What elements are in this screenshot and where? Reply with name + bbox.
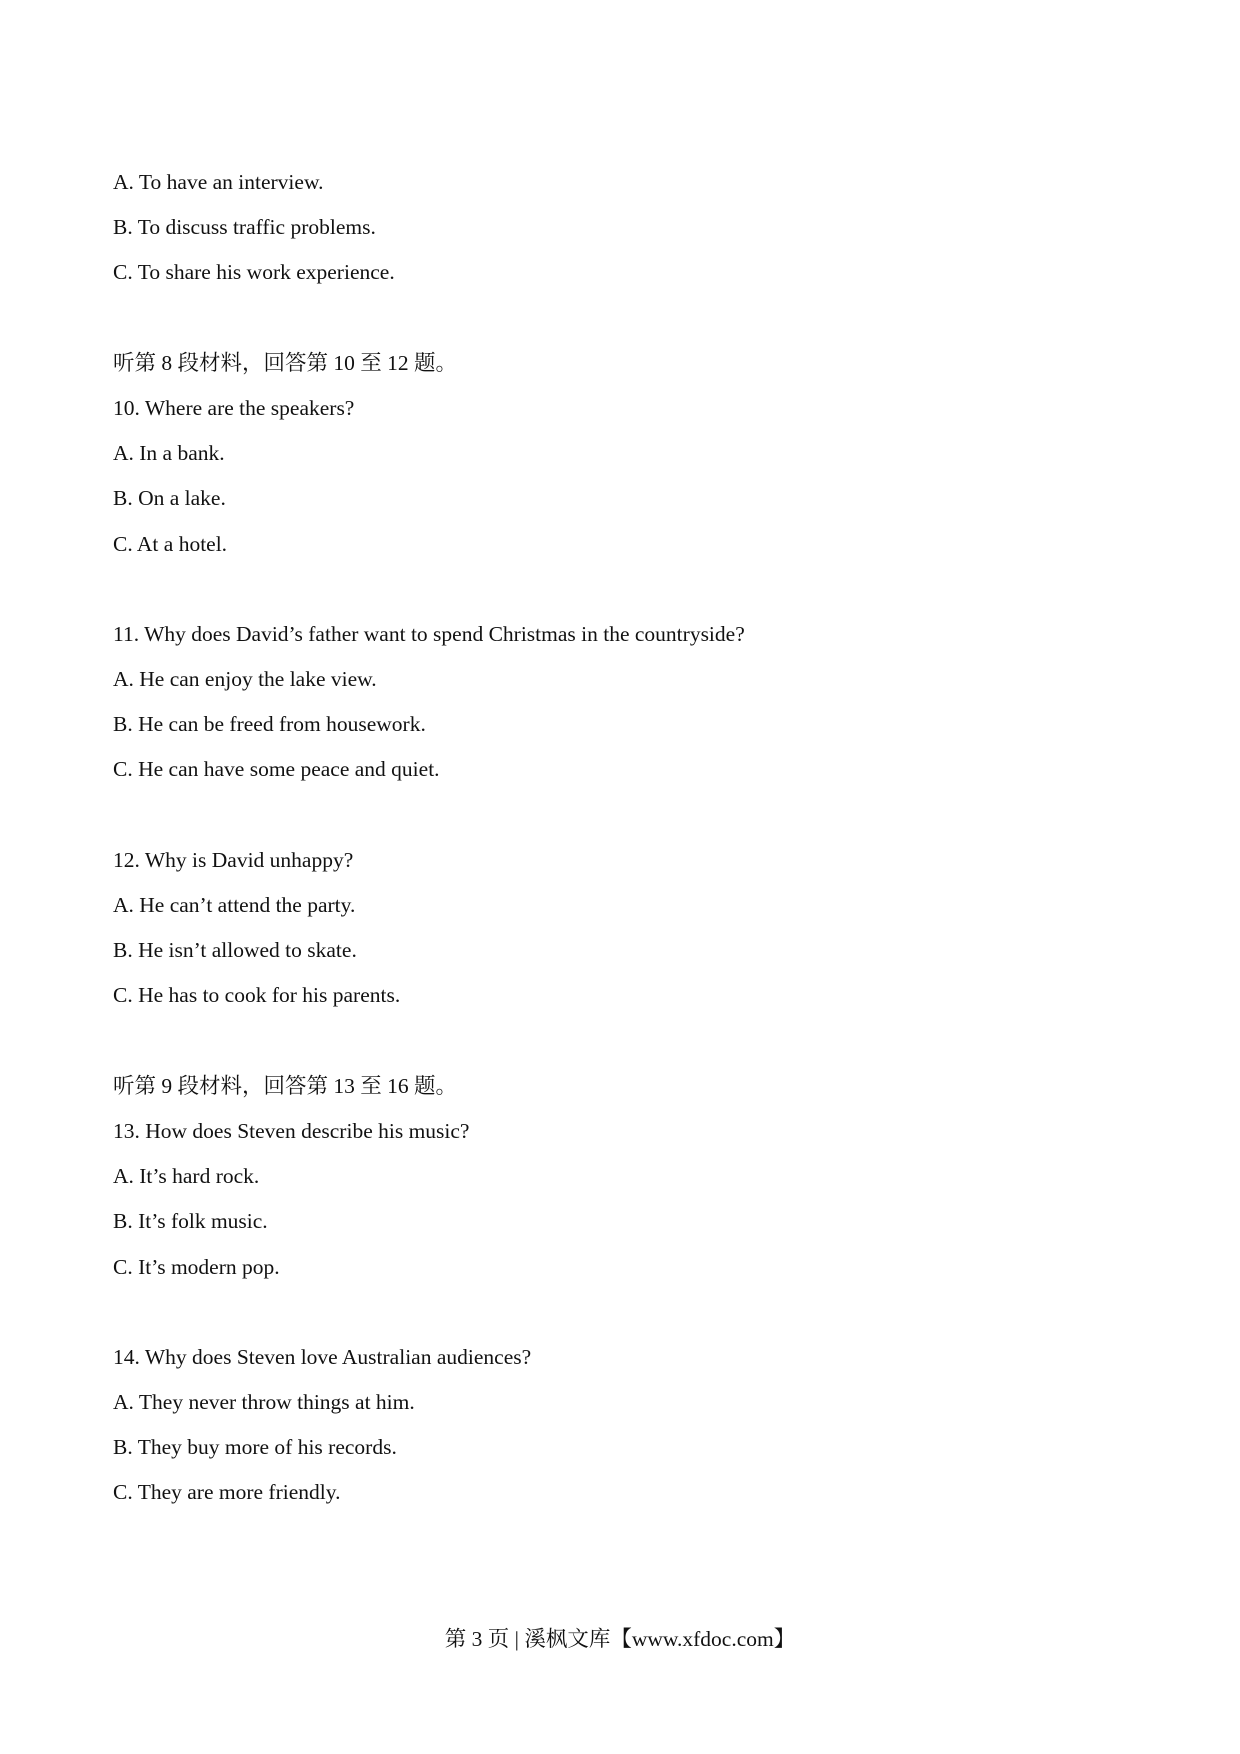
- option-c: C. To share his work experience.: [113, 260, 395, 285]
- option-a: A. He can enjoy the lake view.: [113, 667, 377, 692]
- question-text: 14. Why does Steven love Australian audiences?: [113, 1344, 532, 1369]
- page-content: [113, 160, 1133, 1516]
- question-block: [113, 341, 1133, 567]
- option-b: B. On a lake.: [113, 486, 226, 511]
- block-spacer: [113, 1019, 1133, 1064]
- question-text: 13. How does Steven describe his music?: [113, 1118, 470, 1143]
- option-a: A. To have an interview.: [113, 170, 324, 194]
- option-c: C. They are more friendly.: [113, 1480, 341, 1505]
- option-a: A. It’s hard rock.: [113, 1164, 260, 1189]
- option-c: C. At a hotel.: [113, 531, 228, 556]
- section-instruction: 听第 8 段材料，回答第 10 至 12 题。: [113, 350, 458, 375]
- option-a: A. They never throw things at him.: [113, 1390, 415, 1415]
- option-b: B. He isn’t allowed to skate.: [113, 938, 357, 963]
- question-block: [113, 1064, 1133, 1290]
- question-text: 11. Why does David’s father want to spend Christmas in the countryside?: [113, 621, 745, 646]
- question-block: [113, 612, 1133, 793]
- question-text: 12. Why is David unhappy?: [113, 847, 354, 872]
- question-block: [113, 160, 1133, 296]
- option-b: B. To discuss traffic problems.: [113, 215, 376, 240]
- block-spacer: [113, 296, 1133, 341]
- question-text: 10. Where are the speakers?: [113, 395, 355, 420]
- option-a: A. He can’t attend the party.: [113, 893, 356, 917]
- section-instruction: 听第 9 段材料，回答第 13 至 16 题。: [113, 1073, 458, 1098]
- block-spacer: [113, 1290, 1133, 1335]
- option-b: B. It’s folk music.: [113, 1209, 268, 1234]
- option-c: C. It’s modern pop.: [113, 1254, 280, 1279]
- block-spacer: [113, 567, 1133, 612]
- question-block: [113, 838, 1133, 1019]
- block-spacer: [113, 793, 1133, 838]
- question-block: [113, 1335, 1133, 1516]
- option-b: B. They buy more of his records.: [113, 1435, 397, 1460]
- option-c: C. He has to cook for his parents.: [113, 983, 401, 1008]
- page-footer: 第 3 页 | 溪枫文库【www.xfdoc.com】: [444, 1627, 796, 1651]
- option-c: C. He can have some peace and quiet.: [113, 757, 440, 782]
- option-b: B. He can be freed from housework.: [113, 712, 426, 737]
- option-a: A. In a bank.: [113, 441, 225, 466]
